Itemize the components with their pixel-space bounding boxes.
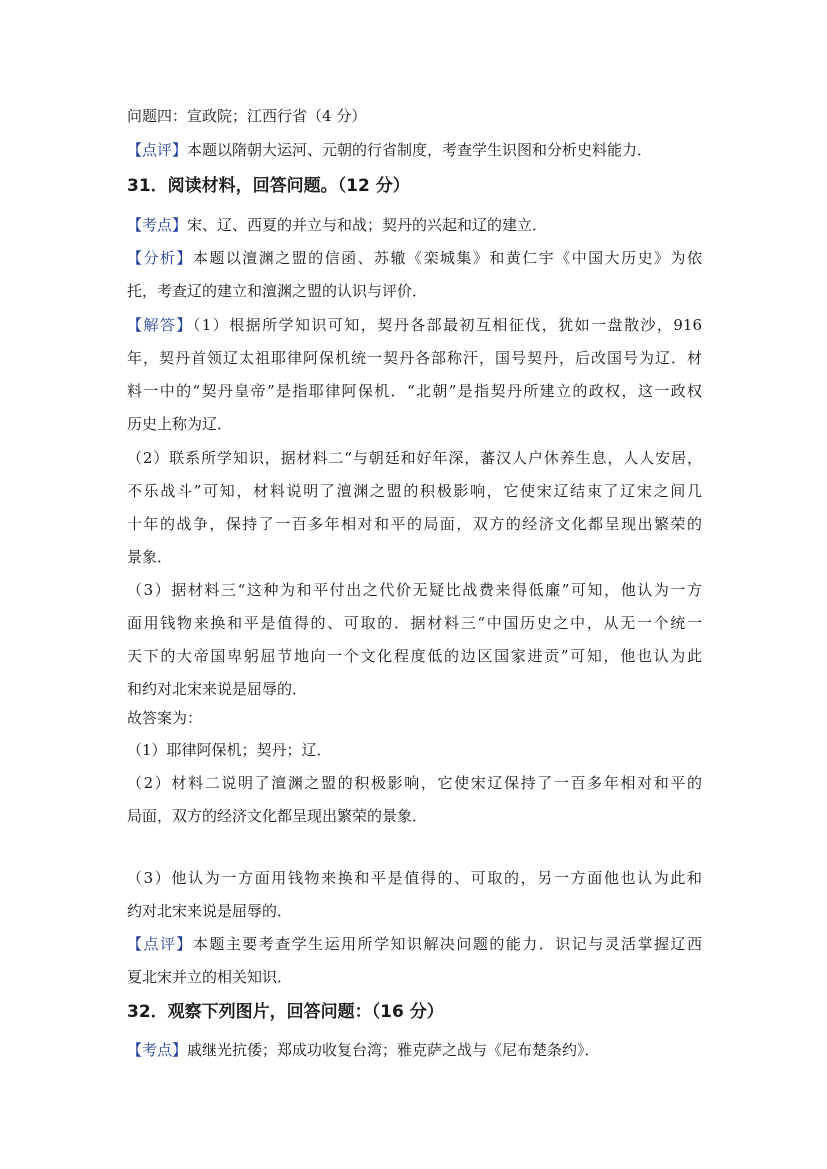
part3-line-3: 天下的大帝国卑躬屈节地向一个文化程度低的边区国家进贡”可知，他也认为此 — [127, 647, 702, 665]
comment-line — [127, 140, 702, 160]
kaodian-31-line — [127, 215, 702, 235]
kaodian-32-line — [127, 1040, 702, 1060]
kaodian-tag: 【考点】 — [127, 1041, 188, 1059]
answer-3-line-1: （3）他认为一方面用钱物来换和平是值得的、可取的，另一方面他也认为此和 — [127, 869, 702, 887]
part2-line-2: 不乐战斗”可知，材料说明了澶渊之盟的积极影响，它使宋辽结束了辽宋之间几 — [127, 482, 702, 500]
answer-line-q4 — [127, 106, 702, 126]
comment-text: 本题以隋朝大运河、元朝的行省制度，考查学生识图和分析史料能力． — [187, 141, 653, 159]
answer-2-line-1: （2）材料二说明了澶渊之盟的积极影响，它使宋辽保持了一百多年相对和平的 — [127, 774, 702, 792]
kaodian-text: 戚继光抗倭；郑成功收复台湾；雅克萨之战与《尼布楚条约》． — [187, 1041, 600, 1059]
answer-3-line-2: 约对北宋来说是屈辱的． — [127, 902, 293, 920]
part2-line-4: 景象． — [127, 548, 173, 566]
solution-text: （1）根据所学知识可知，契丹各部最初互相征伐，犹如一盘散沙，916 — [192, 316, 702, 334]
kaodian-text: 宋、辽、西夏的并立与和战；契丹的兴起和辽的建立． — [187, 216, 548, 234]
question-32-heading: 32．观察下列图片，回答问题：（16 分） — [127, 1002, 444, 1022]
comment-31-line-2: 夏北宋并立的相关知识． — [127, 968, 293, 986]
question-31-heading: 31．阅读材料，回答问题。（12 分） — [127, 176, 410, 196]
part2-line-3: 十年的战争，保持了一百多年相对和平的局面，双方的经济文化都呈现出繁荣的 — [127, 515, 702, 533]
answer-1: （1）耶律阿保机；契丹；辽． — [127, 741, 332, 759]
analysis-line-2: 托，考查辽的建立和澶渊之盟的认识与评价． — [127, 282, 428, 300]
part2-line-1: （2）联系所学知识，据材料二“与朝廷和好年深，蕃汉人户休养生息，人人安居， — [127, 449, 702, 467]
answer-label: 故答案为： — [127, 709, 203, 727]
analysis-text: 本题以澶渊之盟的信函、苏辙《栾城集》和黄仁宇《中国大历史》为依 — [192, 249, 702, 267]
answer-2-line-2: 局面，双方的经济文化都呈现出繁荣的景象． — [127, 807, 428, 825]
solution-line-2: 年，契丹首领辽太祖耶律阿保机统一契丹各部称汗，国号契丹，后改国号为辽．材 — [127, 349, 702, 367]
kaodian-tag: 【考点】 — [127, 216, 188, 234]
solution-line-4: 历史上称为辽． — [127, 415, 233, 433]
answer-text: 问题四：宣政院；江西行省（4 分） — [127, 107, 367, 125]
part3-line-4: 和约对北宋来说是屈辱的． — [127, 680, 308, 698]
comment-text: 本题主要考查学生运用所学知识解决问题的能力．识记与灵活掌握辽西 — [192, 935, 702, 953]
part3-line-1: （3）据材料三“这种为和平付出之代价无疑比战费来得低廉”可知，他认为一方 — [127, 581, 702, 599]
part3-line-2: 面用钱物来换和平是值得的、可取的．据材料三“中国历史之中，从无一个统一 — [127, 614, 702, 632]
comment-tag: 【点评】 — [127, 141, 188, 159]
solution-tag: 【解答】 — [127, 316, 193, 334]
solution-line-3: 料一中的“契丹皇帝”是指耶律阿保机．“北朝”是指契丹所建立的政权，这一政权 — [127, 382, 702, 400]
comment-31-line-1 — [127, 934, 702, 954]
solution-line-1 — [127, 315, 702, 335]
comment-tag: 【点评】 — [127, 935, 193, 953]
analysis-tag: 【分析】 — [127, 249, 193, 267]
analysis-line-1 — [127, 248, 702, 268]
